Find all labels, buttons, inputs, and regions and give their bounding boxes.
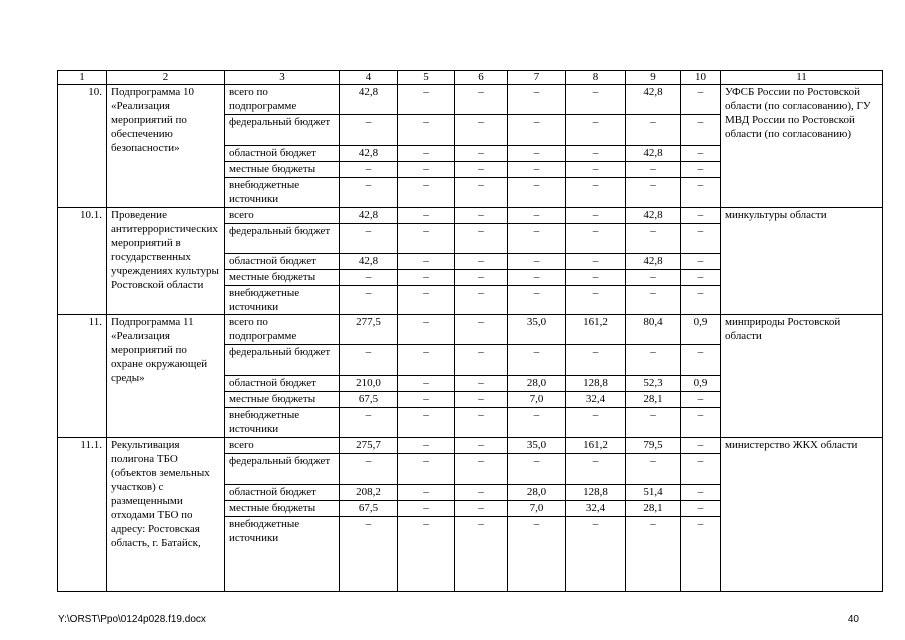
amount-cell: 67,5 — [340, 501, 398, 517]
funding-source: местные бюджеты — [225, 270, 340, 286]
amount-cell: 42,8 — [340, 146, 398, 162]
funding-source: местные бюджеты — [225, 392, 340, 408]
amount-cell: – — [681, 485, 721, 501]
amount-cell: – — [340, 224, 398, 254]
amount-cell: – — [566, 208, 626, 224]
header-cell: 8 — [566, 71, 626, 85]
amount-cell: – — [626, 454, 681, 485]
amount-cell: – — [681, 85, 721, 115]
amount-cell: – — [508, 208, 566, 224]
amount-cell: – — [455, 501, 508, 517]
amount-cell: – — [681, 408, 721, 438]
executor: минкультуры области — [721, 208, 883, 315]
amount-cell: – — [455, 270, 508, 286]
amount-cell: – — [626, 345, 681, 376]
table-row — [58, 438, 883, 454]
amount-cell: – — [626, 224, 681, 254]
amount-cell: – — [455, 376, 508, 392]
amount-cell: – — [681, 178, 721, 208]
amount-cell: 79,5 — [626, 438, 681, 454]
table-row — [58, 208, 883, 224]
item-number: 11. — [58, 315, 107, 438]
amount-cell: – — [398, 162, 455, 178]
executor: министерство ЖКХ области — [721, 438, 883, 592]
amount-cell: – — [455, 286, 508, 315]
table-body — [58, 71, 883, 592]
amount-cell: – — [626, 270, 681, 286]
amount-cell: – — [398, 408, 455, 438]
budget-table — [57, 70, 883, 592]
amount-cell: – — [398, 254, 455, 270]
amount-cell: – — [626, 178, 681, 208]
amount-cell: – — [566, 224, 626, 254]
header-cell: 2 — [107, 71, 225, 85]
amount-cell: – — [455, 517, 508, 592]
executor: УФСБ России по Ростовской области (по согласованию), ГУ МВД России по Ростовской области (по согласованию) — [721, 85, 883, 208]
amount-cell: – — [455, 146, 508, 162]
amount-cell: – — [566, 270, 626, 286]
amount-cell: – — [626, 115, 681, 146]
amount-cell: – — [508, 254, 566, 270]
amount-cell: 161,2 — [566, 438, 626, 454]
funding-source: областной бюджет — [225, 146, 340, 162]
amount-cell: – — [398, 146, 455, 162]
amount-cell: – — [508, 162, 566, 178]
amount-cell: – — [340, 345, 398, 376]
funding-source: местные бюджеты — [225, 501, 340, 517]
amount-cell: – — [455, 162, 508, 178]
amount-cell: – — [455, 454, 508, 485]
amount-cell: – — [626, 408, 681, 438]
amount-cell: – — [398, 345, 455, 376]
amount-cell: – — [508, 115, 566, 146]
amount-cell: 51,4 — [626, 485, 681, 501]
amount-cell: 67,5 — [340, 392, 398, 408]
amount-cell: – — [398, 286, 455, 315]
amount-cell: – — [508, 286, 566, 315]
amount-cell: – — [681, 392, 721, 408]
amount-cell: – — [681, 501, 721, 517]
amount-cell: – — [508, 408, 566, 438]
table-row — [58, 85, 883, 115]
amount-cell: – — [566, 162, 626, 178]
amount-cell: – — [508, 345, 566, 376]
amount-cell: 35,0 — [508, 315, 566, 345]
amount-cell: – — [508, 224, 566, 254]
amount-cell: 28,0 — [508, 376, 566, 392]
amount-cell: – — [398, 224, 455, 254]
funding-source: местные бюджеты — [225, 162, 340, 178]
header-cell: 3 — [225, 71, 340, 85]
amount-cell: – — [626, 286, 681, 315]
amount-cell: – — [508, 146, 566, 162]
funding-source: всего — [225, 438, 340, 454]
amount-cell: 128,8 — [566, 376, 626, 392]
funding-source: областной бюджет — [225, 376, 340, 392]
amount-cell: – — [566, 85, 626, 115]
amount-cell: – — [455, 408, 508, 438]
amount-cell: – — [398, 208, 455, 224]
amount-cell: – — [566, 178, 626, 208]
funding-source: внебюджетные источники — [225, 517, 340, 592]
amount-cell: – — [455, 392, 508, 408]
amount-cell: 28,0 — [508, 485, 566, 501]
amount-cell: – — [566, 286, 626, 315]
item-name: Проведение антитеррористических мероприятий в государственных учреждениях культуры Ростовской области — [107, 208, 225, 315]
header-cell: 10 — [681, 71, 721, 85]
amount-cell: – — [398, 178, 455, 208]
amount-cell: – — [681, 224, 721, 254]
amount-cell: 52,3 — [626, 376, 681, 392]
executor: минприроды Ростовской области — [721, 315, 883, 438]
funding-source: федеральный бюджет — [225, 345, 340, 376]
amount-cell: – — [681, 517, 721, 592]
amount-cell: – — [681, 208, 721, 224]
item-name: Подпрограмма 11 «Реализация мероприятий по охране окружающей среды» — [107, 315, 225, 438]
funding-source: внебюджетные источники — [225, 408, 340, 438]
amount-cell: – — [340, 517, 398, 592]
amount-cell: 42,8 — [626, 208, 681, 224]
amount-cell: 7,0 — [508, 501, 566, 517]
amount-cell: 7,0 — [508, 392, 566, 408]
amount-cell: – — [455, 315, 508, 345]
header-cell: 9 — [626, 71, 681, 85]
amount-cell: 32,4 — [566, 392, 626, 408]
item-name: Рекультивация полигона ТБО (объектов земельных участков) с размещенными отходами ТБО по адресу: Ростовская область, г. Батайск, — [107, 438, 225, 592]
amount-cell: 80,4 — [626, 315, 681, 345]
funding-source: всего по подпрограмме — [225, 85, 340, 115]
amount-cell: – — [398, 315, 455, 345]
amount-cell: – — [340, 286, 398, 315]
funding-source: всего — [225, 208, 340, 224]
amount-cell: – — [398, 270, 455, 286]
amount-cell: 161,2 — [566, 315, 626, 345]
amount-cell: 0,9 — [681, 376, 721, 392]
amount-cell: – — [398, 485, 455, 501]
funding-source: областной бюджет — [225, 254, 340, 270]
amount-cell: – — [681, 270, 721, 286]
amount-cell: – — [681, 345, 721, 376]
amount-cell: – — [681, 162, 721, 178]
footer-page-number: 40 — [847, 614, 859, 625]
amount-cell: – — [681, 115, 721, 146]
amount-cell: – — [681, 438, 721, 454]
header-cell: 5 — [398, 71, 455, 85]
amount-cell: 42,8 — [626, 85, 681, 115]
amount-cell: – — [340, 115, 398, 146]
amount-cell: – — [681, 454, 721, 485]
footer-file-path: Y:\ORST\Ppo\0124p028.f19.docx — [58, 614, 206, 625]
amount-cell: – — [626, 162, 681, 178]
amount-cell: – — [508, 270, 566, 286]
amount-cell: 42,8 — [340, 208, 398, 224]
amount-cell: – — [340, 270, 398, 286]
funding-source: федеральный бюджет — [225, 454, 340, 485]
amount-cell: 128,8 — [566, 485, 626, 501]
amount-cell: 35,0 — [508, 438, 566, 454]
amount-cell: – — [455, 254, 508, 270]
amount-cell: – — [398, 438, 455, 454]
amount-cell: – — [455, 208, 508, 224]
amount-cell: – — [340, 178, 398, 208]
amount-cell: – — [455, 485, 508, 501]
header-cell: 7 — [508, 71, 566, 85]
amount-cell: 42,8 — [626, 254, 681, 270]
header-cell: 6 — [455, 71, 508, 85]
amount-cell: – — [508, 517, 566, 592]
amount-cell: – — [566, 146, 626, 162]
amount-cell: 42,8 — [340, 254, 398, 270]
header-row — [58, 71, 883, 85]
header-cell: 4 — [340, 71, 398, 85]
amount-cell: – — [566, 454, 626, 485]
header-cell: 1 — [58, 71, 107, 85]
amount-cell: 0,9 — [681, 315, 721, 345]
amount-cell: – — [681, 254, 721, 270]
amount-cell: – — [398, 115, 455, 146]
amount-cell: 210,0 — [340, 376, 398, 392]
amount-cell: – — [455, 345, 508, 376]
funding-source: федеральный бюджет — [225, 224, 340, 254]
amount-cell: – — [681, 146, 721, 162]
amount-cell: – — [566, 517, 626, 592]
table-row — [58, 315, 883, 345]
amount-cell: 28,1 — [626, 392, 681, 408]
amount-cell: – — [455, 178, 508, 208]
amount-cell: 208,2 — [340, 485, 398, 501]
amount-cell: – — [566, 408, 626, 438]
amount-cell: – — [398, 376, 455, 392]
item-number: 11.1. — [58, 438, 107, 592]
header-cell: 11 — [721, 71, 883, 85]
amount-cell: – — [398, 85, 455, 115]
item-number: 10.1. — [58, 208, 107, 315]
amount-cell: 42,8 — [626, 146, 681, 162]
amount-cell: – — [508, 85, 566, 115]
funding-source: внебюджетные источники — [225, 178, 340, 208]
amount-cell: – — [398, 517, 455, 592]
item-number: 10. — [58, 85, 107, 208]
amount-cell: 32,4 — [566, 501, 626, 517]
funding-source: областной бюджет — [225, 485, 340, 501]
amount-cell: – — [398, 501, 455, 517]
amount-cell: – — [455, 438, 508, 454]
amount-cell: – — [455, 224, 508, 254]
amount-cell: – — [398, 392, 455, 408]
funding-source: федеральный бюджет — [225, 115, 340, 146]
amount-cell: 275,7 — [340, 438, 398, 454]
amount-cell: – — [340, 408, 398, 438]
amount-cell: 42,8 — [340, 85, 398, 115]
amount-cell: – — [626, 517, 681, 592]
amount-cell: – — [398, 454, 455, 485]
amount-cell: – — [681, 286, 721, 315]
amount-cell: – — [508, 454, 566, 485]
amount-cell: – — [566, 115, 626, 146]
item-name: Подпрограмма 10 «Реализация мероприятий по обеспечению безопасности» — [107, 85, 225, 208]
amount-cell: – — [340, 162, 398, 178]
amount-cell: – — [455, 85, 508, 115]
funding-source: внебюджетные источники — [225, 286, 340, 315]
amount-cell: 277,5 — [340, 315, 398, 345]
amount-cell: – — [566, 345, 626, 376]
funding-source: всего по подпрограмме — [225, 315, 340, 345]
amount-cell: – — [508, 178, 566, 208]
amount-cell: – — [566, 254, 626, 270]
amount-cell: – — [340, 454, 398, 485]
amount-cell: – — [455, 115, 508, 146]
amount-cell: 28,1 — [626, 501, 681, 517]
